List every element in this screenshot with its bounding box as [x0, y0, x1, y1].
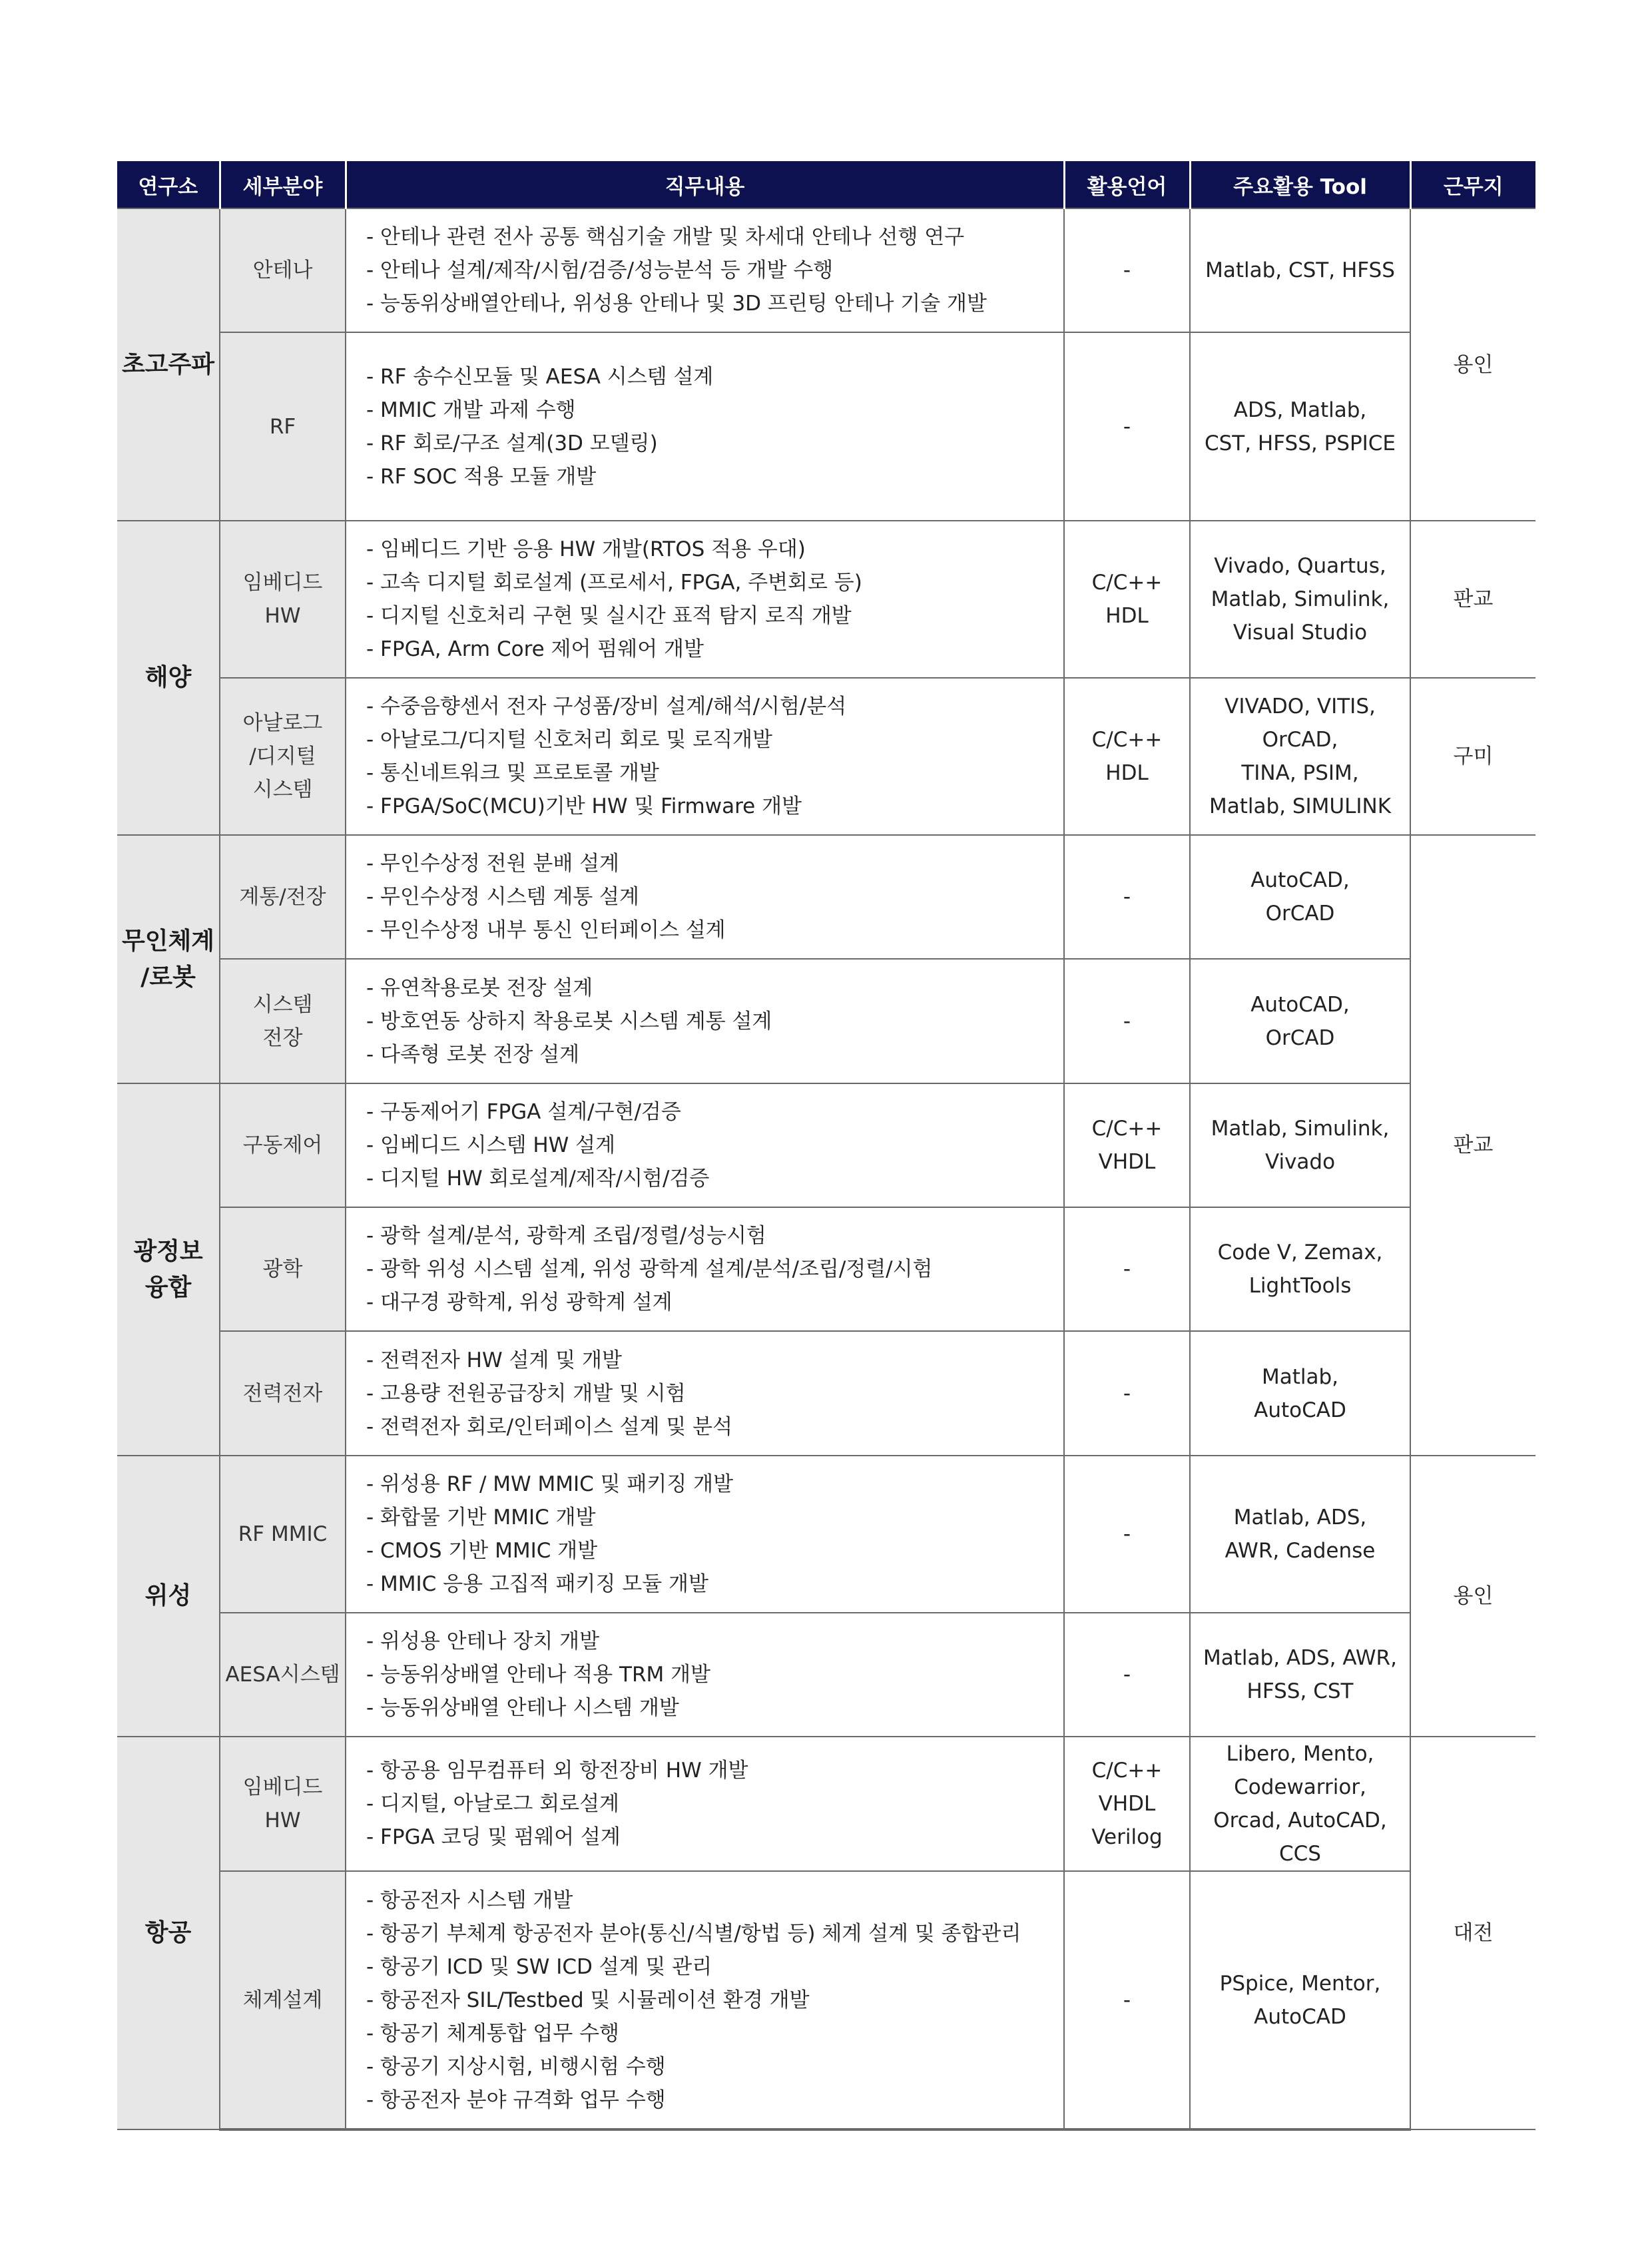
- location-cell: 용인: [1410, 208, 1535, 521]
- table-row: [117, 332, 1535, 521]
- duty-line: - 항공전자 SIL/Testbed 및 시뮬레이션 환경 개발: [366, 1988, 810, 2012]
- tools-cell: Libero, Mento, Codewarrior, Orcad, AutoCAD, CCS: [1190, 1737, 1410, 1871]
- field-cell: 광학: [220, 1207, 346, 1331]
- field-cell: 아날로그 /디지털 시스템: [220, 678, 346, 835]
- duty-line: - 위성용 안테나 장치 개발: [366, 1629, 600, 1653]
- duty-line: - 무인수상정 내부 통신 인터페이스 설계: [366, 918, 726, 942]
- header-row: [117, 161, 1535, 208]
- duty-line: - 아날로그/디지털 신호처리 회로 및 로직개발: [366, 728, 772, 752]
- tools-cell: AutoCAD, OrCAD: [1190, 959, 1410, 1083]
- duties-cell: [346, 959, 1064, 1083]
- field-cell: AESA시스템: [220, 1613, 346, 1737]
- duty-line: - 광학 위성 시스템 설계, 위성 광학계 설계/분석/조립/정렬/시험: [366, 1257, 933, 1281]
- tools-cell: Matlab, CST, HFSS: [1190, 208, 1410, 332]
- duty-line: - MMIC 개발 과제 수행: [366, 398, 576, 422]
- table-row: [117, 1331, 1535, 1456]
- duties-cell: [346, 208, 1064, 332]
- duties-cell: [346, 678, 1064, 835]
- tools-cell: Code V, Zemax, LightTools: [1190, 1207, 1410, 1331]
- location-cell: 판교: [1410, 835, 1535, 1456]
- duty-line: - CMOS 기반 MMIC 개발: [366, 1539, 598, 1563]
- duty-line: - 디지털 HW 회로설계/제작/시험/검증: [366, 1167, 710, 1191]
- tools-cell: Matlab, ADS, AWR, HFSS, CST: [1190, 1613, 1410, 1737]
- language-cell: -: [1064, 1871, 1190, 2129]
- language-cell: -: [1064, 208, 1190, 332]
- duties-cell: [346, 835, 1064, 959]
- field-cell: RF: [220, 332, 346, 521]
- language-cell: -: [1064, 835, 1190, 959]
- duties-cell: [346, 332, 1064, 521]
- language-cell: C/C++ HDL: [1064, 678, 1190, 835]
- duty-line: - 능동위상배열 안테나 적용 TRM 개발: [366, 1663, 710, 1687]
- duty-line: - 전력전자 HW 설계 및 개발: [366, 1348, 622, 1372]
- duty-line: - 방호연동 상하지 착용로봇 시스템 계통 설계: [366, 1009, 772, 1033]
- duty-line: - 유연착용로봇 전장 설계: [366, 976, 593, 1000]
- lab-cell: 무인체계 /로봇: [117, 835, 220, 1083]
- duty-line: - 능동위상배열안테나, 위성용 안테나 및 3D 프린팅 안테나 기술 개발: [366, 292, 987, 316]
- duty-line: - 디지털, 아날로그 회로설계: [366, 1792, 620, 1816]
- language-cell: -: [1064, 1331, 1190, 1456]
- tools-cell: PSpice, Mentor, AutoCAD: [1190, 1871, 1410, 2129]
- lab-cell: 항공: [117, 1737, 220, 2129]
- table-row: [117, 1737, 1535, 1871]
- language-cell: C/C++ HDL: [1064, 521, 1190, 678]
- duty-line: - 임베디드 시스템 HW 설계: [366, 1133, 616, 1157]
- field-cell: 시스템 전장: [220, 959, 346, 1083]
- table-row: [117, 959, 1535, 1083]
- duty-line: - 능동위상배열 안테나 시스템 개발: [366, 1696, 679, 1720]
- field-cell: 전력전자: [220, 1331, 346, 1456]
- duty-line: - 항공용 임무컴퓨터 외 항전장비 HW 개발: [366, 1759, 748, 1783]
- location-cell: 구미: [1410, 678, 1535, 835]
- lab-cell: 해양: [117, 521, 220, 835]
- duty-line: - 안테나 설계/제작/시험/검증/성능분석 등 개발 수행: [366, 258, 834, 282]
- duty-line: - RF 송수신모듈 및 AESA 시스템 설계: [366, 364, 714, 389]
- language-cell: C/C++ VHDL: [1064, 1083, 1190, 1207]
- duties-cell: [346, 1456, 1064, 1613]
- lab-cell: 초고주파: [117, 208, 220, 521]
- duty-line: - 통신네트워크 및 프로토콜 개발: [366, 761, 659, 785]
- duty-line: - 항공전자 시스템 개발: [366, 1888, 573, 1912]
- duties-cell: [346, 1737, 1064, 1871]
- duty-line: - 항공전자 분야 규격화 업무 수행: [366, 2088, 666, 2112]
- duty-line: - 고용량 전원공급장치 개발 및 시험: [366, 1381, 686, 1406]
- duty-line: - 고속 디지털 회로설계 (프로세서, FPGA, 주변회로 등): [366, 571, 862, 595]
- header-field: 세부분야: [220, 161, 346, 208]
- table-row: [117, 521, 1535, 678]
- header-lab: 연구소: [117, 161, 220, 208]
- table-row: [117, 208, 1535, 332]
- duty-line: - MMIC 응용 고집적 패키징 모듈 개발: [366, 1572, 708, 1596]
- duty-line: - 전력전자 회로/인터페이스 설계 및 분석: [366, 1414, 733, 1439]
- header-duties: 직무내용: [346, 161, 1064, 208]
- duty-line: - 구동제어기 FPGA 설계/구현/검증: [366, 1100, 681, 1124]
- location-cell: 판교: [1410, 521, 1535, 678]
- duty-line: - 광학 설계/분석, 광학계 조립/정렬/성능시험: [366, 1224, 766, 1248]
- duty-line: - FPGA/SoC(MCU)기반 HW 및 Firmware 개발: [366, 794, 802, 818]
- location-cell: 대전: [1410, 1737, 1535, 2129]
- field-cell: RF MMIC: [220, 1456, 346, 1613]
- table-row: [117, 835, 1535, 959]
- duty-line: - 무인수상정 전원 분배 설계: [366, 852, 620, 876]
- field-cell: 안테나: [220, 208, 346, 332]
- duty-line: - 디지털 신호처리 구현 및 실시간 표적 탐지 로직 개발: [366, 604, 852, 628]
- tools-cell: Matlab, Simulink, Vivado: [1190, 1083, 1410, 1207]
- language-cell: -: [1064, 959, 1190, 1083]
- language-cell: -: [1064, 1613, 1190, 1737]
- duty-line: - 항공기 체계통합 업무 수행: [366, 2021, 620, 2046]
- field-cell: 구동제어: [220, 1083, 346, 1207]
- language-cell: -: [1064, 1207, 1190, 1331]
- language-cell: -: [1064, 1456, 1190, 1613]
- duty-line: - 화합물 기반 MMIC 개발: [366, 1506, 596, 1530]
- table-row: [117, 1613, 1535, 1737]
- field-cell: 계통/전장: [220, 835, 346, 959]
- field-cell: 체계설계: [220, 1871, 346, 2129]
- table-row: [117, 678, 1535, 835]
- duty-line: - FPGA 코딩 및 펌웨어 설계: [366, 1825, 621, 1849]
- lab-cell: 위성: [117, 1456, 220, 1737]
- job-table: [117, 161, 1535, 2131]
- duty-line: - 대구경 광학계, 위성 광학계 설계: [366, 1290, 673, 1314]
- table-row: [117, 1207, 1535, 1331]
- duty-line: - FPGA, Arm Core 제어 펌웨어 개발: [366, 637, 704, 661]
- duties-cell: [346, 1331, 1064, 1456]
- duties-cell: [346, 1871, 1064, 2129]
- field-cell: 임베디드 HW: [220, 1737, 346, 1871]
- header-location: 근무지: [1410, 161, 1535, 208]
- header-tools: 주요활용 Tool: [1190, 161, 1410, 208]
- duty-line: - 항공기 지상시험, 비행시험 수행: [366, 2054, 666, 2079]
- tools-cell: Vivado, Quartus, Matlab, Simulink, Visual Studio: [1190, 521, 1410, 678]
- duty-line: - 항공기 ICD 및 SW ICD 설계 및 관리: [366, 1954, 712, 1979]
- duty-line: - 위성용 RF / MW MMIC 및 패키징 개발: [366, 1472, 734, 1496]
- language-cell: C/C++ VHDL Verilog: [1064, 1737, 1190, 1871]
- table-row: [117, 1083, 1535, 1207]
- duty-line: - 항공기 부체계 항공전자 분야(통신/식별/항법 등) 체계 설계 및 종합관리: [366, 1921, 1021, 1946]
- tools-cell: Matlab, AutoCAD: [1190, 1331, 1410, 1456]
- language-cell: -: [1064, 332, 1190, 521]
- header-language: 활용언어: [1064, 161, 1190, 208]
- table-row: [117, 1871, 1535, 2129]
- duty-line: - 다족형 로봇 전장 설계: [366, 1042, 580, 1067]
- lab-cell: 광정보 융합: [117, 1083, 220, 1456]
- duties-cell: [346, 1083, 1064, 1207]
- duty-line: - 수중음향센서 전자 구성품/장비 설계/해석/시험/분석: [366, 695, 847, 718]
- duties-cell: [346, 1207, 1064, 1331]
- duty-line: - RF SOC 적용 모듈 개발: [366, 464, 597, 489]
- duty-line: - 안테나 관련 전사 공통 핵심기술 개발 및 차세대 안테나 선행 연구: [366, 225, 965, 249]
- location-cell: 용인: [1410, 1456, 1535, 1737]
- table-row: [117, 1456, 1535, 1613]
- tools-cell: VIVADO, VITIS, OrCAD, TINA, PSIM, Matlab, SIMULINK: [1190, 678, 1410, 835]
- duty-line: - 임베디드 기반 응용 HW 개발(RTOS 적용 우대): [366, 537, 806, 561]
- tools-cell: ADS, Matlab, CST, HFSS, PSPICE: [1190, 332, 1410, 521]
- tools-cell: Matlab, ADS, AWR, Cadense: [1190, 1456, 1410, 1613]
- duty-line: - 무인수상정 시스템 계통 설계: [366, 885, 639, 909]
- duties-cell: [346, 1613, 1064, 1737]
- duty-line: - RF 회로/구조 설계(3D 모델링): [366, 431, 658, 455]
- duties-cell: [346, 521, 1064, 678]
- tools-cell: AutoCAD, OrCAD: [1190, 835, 1410, 959]
- field-cell: 임베디드 HW: [220, 521, 346, 678]
